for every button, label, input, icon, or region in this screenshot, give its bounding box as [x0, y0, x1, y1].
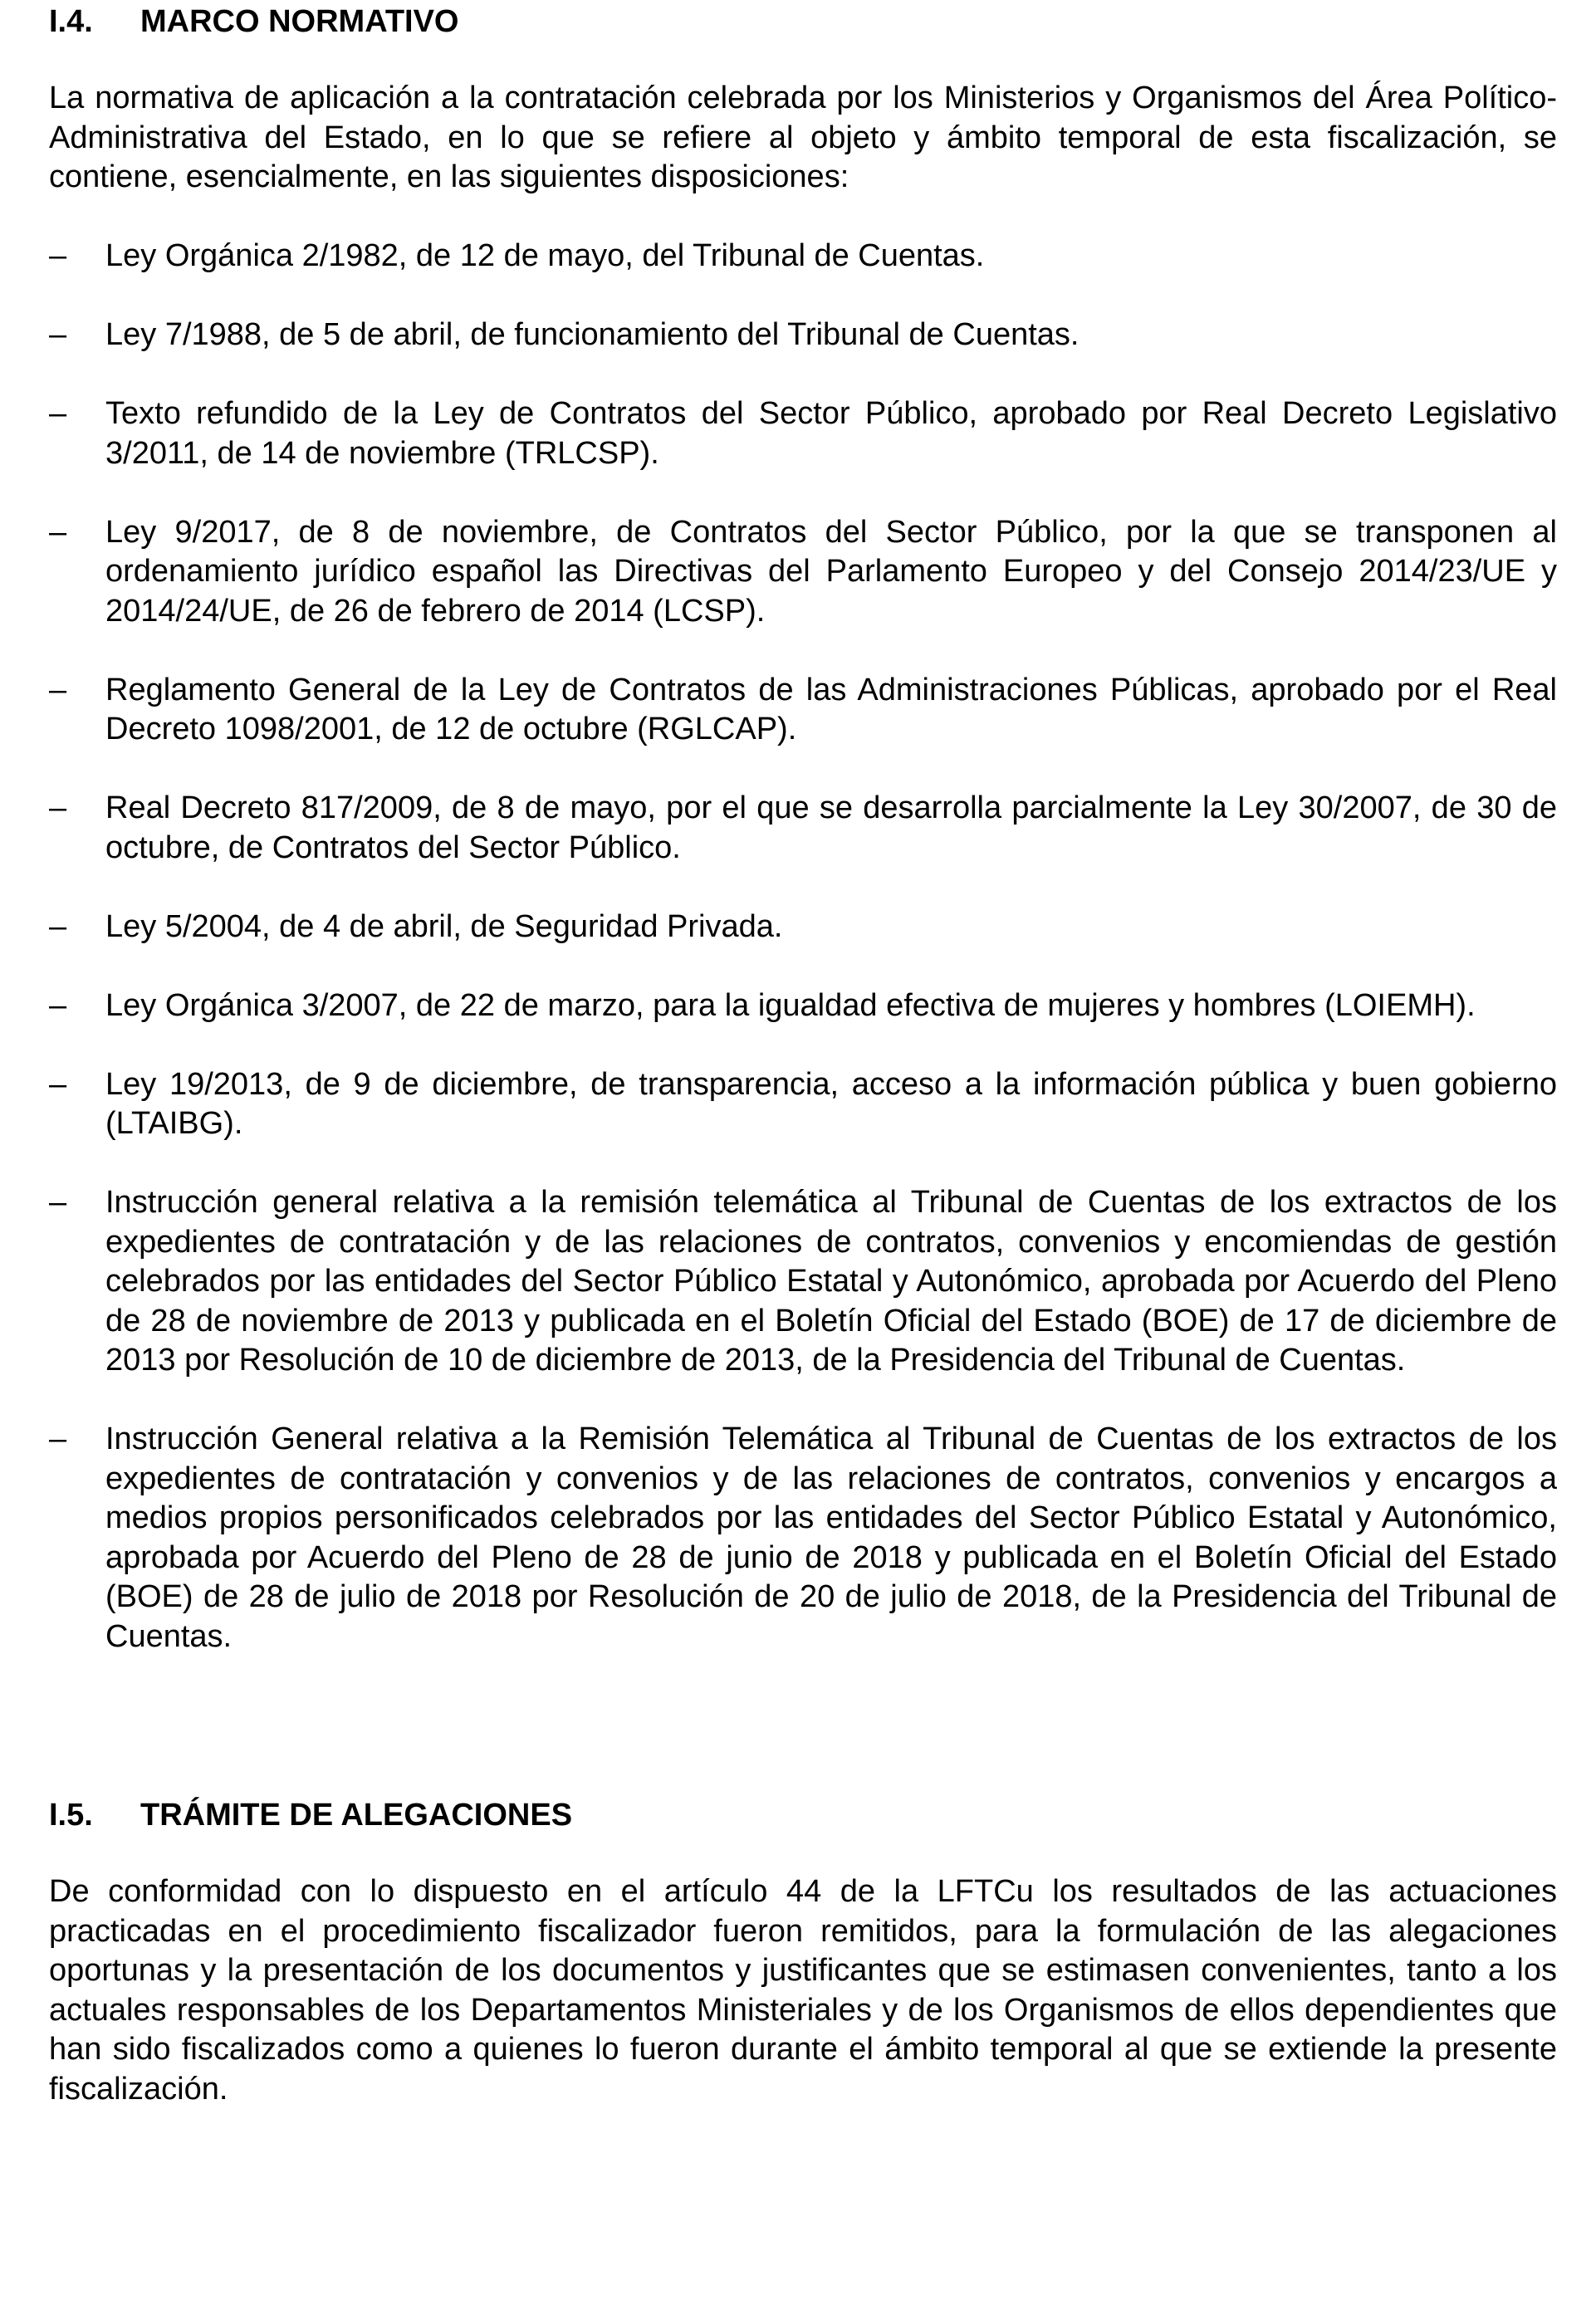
section-title: TRÁMITE DE ALEGACIONES — [140, 1798, 573, 1833]
dash-bullet: – — [49, 908, 67, 944]
dash-bullet: – — [49, 1066, 67, 1102]
list-item — [49, 394, 1557, 473]
list-item — [49, 1183, 1557, 1381]
dash-bullet: – — [49, 238, 67, 273]
list-item — [49, 986, 1557, 1026]
list-item — [49, 908, 1557, 947]
dash-bullet: – — [49, 514, 67, 550]
list-item-text: Reglamento General de la Ley de Contratos de las Administraciones Públicas, aprobado por el Real Decreto 1098/2001, de 12 de octubre (RGLCAP). — [105, 672, 1557, 746]
list-item-text: Instrucción General relativa a la Remisión Telemática al Tribunal de Cuentas de los extractos de los expedientes de contratación y convenios y de las relaciones de contratos, convenios y encargos a medios propios personificados celebrados por las entidades del Sector Público Estatal y Autonómico, aprobada por Acuerdo del Pleno de 28 de junio de 2018 y publicada en el Boletín Oficial del Estado (BOE) de 28 de julio de 2018 por Resolución de 20 de julio de 2018, de la Presidencia del Tribunal de Cuentas. — [105, 1422, 1557, 1654]
list-item — [49, 671, 1557, 750]
list-item — [49, 237, 1557, 277]
list-item-text: Ley Orgánica 3/2007, de 22 de marzo, para la igualdad efectiva de mujeres y hombres (LOIEMH). — [105, 987, 1476, 1023]
section-number: I.5. — [49, 1798, 93, 1833]
list-item — [49, 513, 1557, 632]
section-heading-tramite-alegaciones — [49, 1796, 1557, 1835]
dash-bullet: – — [49, 987, 67, 1023]
list-item — [49, 316, 1557, 355]
list-item — [49, 789, 1557, 868]
body-paragraph: De conformidad con lo dispuesto en el artículo 44 de la LFTCu los resultados de las actuaciones practicadas en el procedimiento fiscalizador fueron remitidos, para la formulación de las alegaciones oportunas y la presentación de los documentos y justificantes que se estimasen convenientes, tanto a los actuales responsables de los Departamentos Ministeriales y de los Organismos de ellos dependientes que han sido fiscalizados como a quienes lo fueron durante el ámbito temporal al que se extiende la presente fiscalización. — [49, 1874, 1557, 2107]
dash-bullet: – — [49, 396, 67, 431]
list-item-text: Real Decreto 817/2009, de 8 de mayo, por el que se desarrolla parcialmente la Ley 30/2007, de 30 de octubre, de Contratos del Sector Público. — [105, 790, 1557, 865]
list-item-text: Ley Orgánica 2/1982, de 12 de mayo, del Tribunal de Cuentas. — [105, 238, 985, 273]
list-item-text: Texto refundido de la Ley de Contratos del Sector Público, aprobado por Real Decreto Legislativo 3/2011, de 14 de noviembre (TRLCSP). — [105, 396, 1557, 471]
list-item — [49, 1065, 1557, 1144]
dash-bullet: – — [49, 317, 67, 352]
list-item-text: Ley 5/2004, de 4 de abril, de Seguridad Privada. — [105, 908, 783, 944]
intro-paragraph: La normativa de aplicación a la contratación celebrada por los Ministerios y Organismos del Área Político-Administrativa del Estado, en lo que se refiere al objeto y ámbito temporal de esta fiscalización, se contiene, esencialmente, en las siguientes disposiciones: — [49, 81, 1557, 194]
list-item-text: Ley 9/2017, de 8 de noviembre, de Contratos del Sector Público, por la que se transponen al ordenamiento jurídico español las Directivas del Parlamento Europeo y del Consejo 2014/23/UE y 2014/24/UE, de 26 de febrero de 2014 (LCSP). — [105, 514, 1557, 629]
dash-bullet: – — [49, 1422, 67, 1456]
list-item-text: Ley 19/2013, de 9 de diciembre, de transparencia, acceso a la información pública y buen gobierno (LTAIBG). — [105, 1066, 1557, 1141]
list-item-text: Instrucción general relativa a la remisión telemática al Tribunal de Cuentas de los extractos de los expedientes de contratación y de las relaciones de contratos, convenios y encomiendas de gestión celebrados por las entidades del Sector Público Estatal y Autonómico, aprobada por Acuerdo del Pleno de 28 de noviembre de 2013 y publicada en el Boletín Oficial del Estado (BOE) de 17 de diciembre de 2013 por Resolución de 10 de diciembre de 2013, de la Presidencia del Tribunal de Cuentas. — [105, 1185, 1557, 1378]
dash-bullet: – — [49, 790, 67, 825]
section-number: I.4. — [49, 4, 93, 39]
list-item-text: Ley 7/1988, de 5 de abril, de funcionamiento del Tribunal de Cuentas. — [105, 317, 1080, 352]
section-heading-marco-normativo — [49, 2, 1557, 42]
dash-bullet: – — [49, 1185, 67, 1220]
regulation-list — [49, 237, 1557, 1657]
section-title: MARCO NORMATIVO — [140, 4, 459, 39]
list-item — [49, 1420, 1557, 1657]
dash-bullet: – — [49, 672, 67, 707]
